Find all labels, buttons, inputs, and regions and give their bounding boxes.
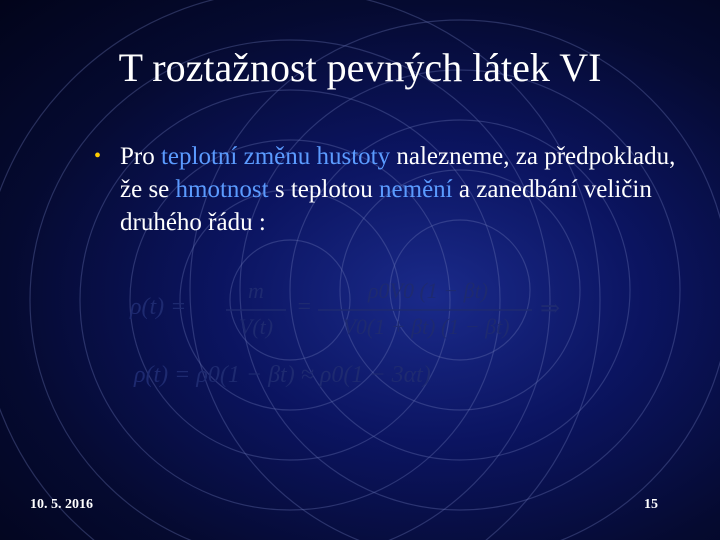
bullet-text-segment: Pro <box>120 143 161 170</box>
density-formula <box>128 272 598 392</box>
bullet-dot-icon: • <box>94 145 102 167</box>
bullet-text-segment: nalezneme, za předpokladu, že se <box>120 143 676 203</box>
formula-implies-arrow: ⇒ <box>540 296 561 322</box>
formula-frac1-numerator: m <box>248 278 264 303</box>
footer-page-number: 15 <box>644 497 658 512</box>
footer-date: 10. 5. 2016 <box>30 497 93 512</box>
formula-frac2-numerator: ρ0V0 (1 − βt) <box>367 278 489 303</box>
bullet-text-segment: a zanedbání veličin druhého řádu : <box>120 176 652 236</box>
formula-frac1-denominator: V(t) <box>238 314 274 339</box>
slide-title: T roztažnost pevných látek VI <box>118 45 602 90</box>
formula-lhs: ρ(t) = <box>130 294 187 320</box>
bullet-item <box>96 140 676 239</box>
formula-equals: = <box>296 294 313 320</box>
bullet-text <box>120 140 676 239</box>
bullet-highlight-mass: hmotnost <box>175 176 269 203</box>
bullet-text-segment: s teplotou <box>268 176 380 203</box>
formula-line2: ρ(t) = ρ0(1 − βt) ≈ ρ0(1 − 3αt) <box>134 362 431 388</box>
bullet-highlight-density-change: teplotní změnu hustoty <box>160 143 391 170</box>
bullet-highlight-unchanged: nemění <box>379 176 453 203</box>
formula-frac2-denominator: V0(1 + βt) (1 − βt) <box>342 314 510 339</box>
